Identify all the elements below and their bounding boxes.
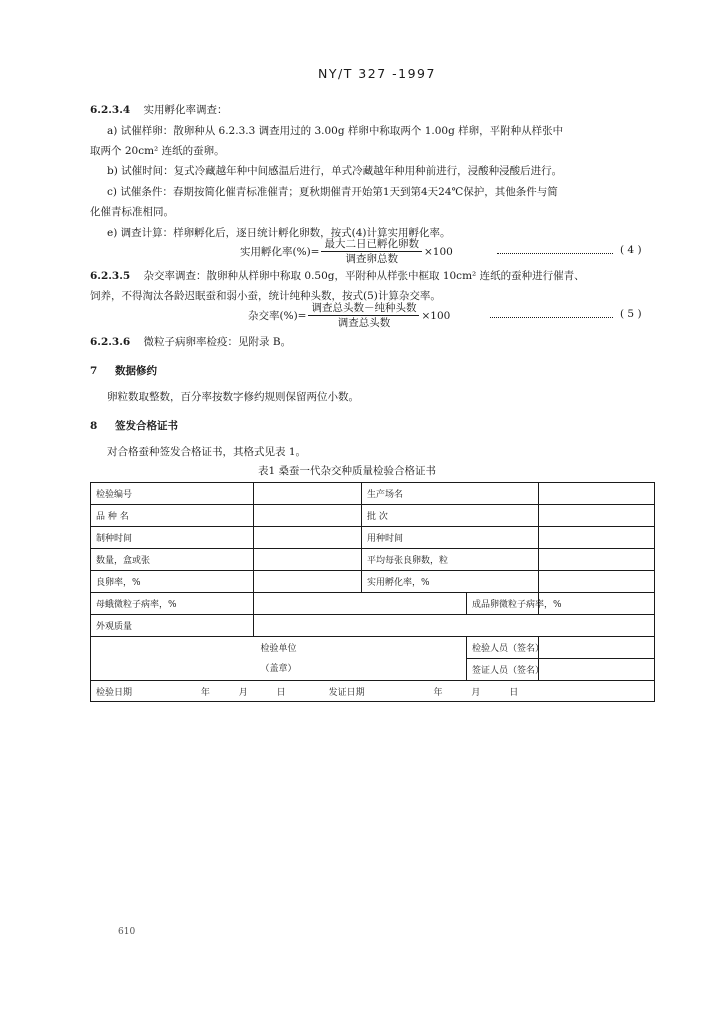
year-label: 年 — [200, 687, 210, 698]
table-row — [91, 681, 655, 702]
eq4-fraction — [321, 238, 422, 265]
item-c-line1: c) 试催条件：春期按简化催青标准催青；夏秋期催青开始第1天到第4天24℃保护，其他条件与简 — [107, 186, 558, 198]
label-cell: 成品卵微粒子病率，% — [467, 593, 539, 615]
section-7-heading — [90, 364, 157, 378]
eq4-leader-dots — [497, 247, 613, 254]
section-8-text: 对合格蚕种签发合格证书，其格式见表 1。 — [107, 446, 307, 458]
table-row — [91, 637, 655, 659]
label-cell: 良卵率，% — [91, 571, 254, 593]
eq5-numerator: 调查总头数－纯种头数 — [308, 302, 419, 316]
section-title: 实用孵化率调查： — [143, 104, 228, 116]
section-6235 — [90, 269, 585, 283]
value-cell — [254, 483, 362, 505]
section-6234 — [90, 103, 228, 117]
value-cell — [539, 549, 655, 571]
seal-label: （盖章） — [260, 663, 297, 674]
item-b: b) 试催时间：复式冷藏越年种中间感温后进行，单式冷藏越年种用种前进行，浸酸种浸酸后进行。 — [107, 165, 563, 177]
equation-5 — [248, 302, 450, 329]
eq5-lhs: 杂交率(%)= — [248, 310, 307, 322]
page-number: 610 — [118, 927, 136, 937]
eq4-denominator: 调查卵总数 — [345, 253, 398, 265]
label-cell: 实用孵化率，% — [362, 571, 539, 593]
section-number: 8 — [90, 420, 98, 432]
eq5-leader-dots — [490, 311, 613, 318]
value-cell — [539, 637, 655, 659]
standard-code-header: NY/T 327 -1997 — [318, 66, 436, 81]
value-cell — [254, 593, 467, 615]
section-number: 6.2.3.6 — [90, 336, 131, 348]
value-cell — [254, 571, 362, 593]
item-a-line1: a) 试催样卵：散卵种从 6.2.3.3 调查用过的 3.00g 样卵中称取两个 1.00g 样卵，平附种从样张中 — [107, 125, 564, 137]
label-cell: 生产场名 — [362, 483, 539, 505]
section-8-heading — [90, 419, 178, 433]
table-caption: 表1 桑蚕一代杂交种质量检验合格证书 — [258, 465, 437, 477]
date-row — [91, 681, 655, 702]
table-row — [91, 527, 655, 549]
day-label: 日 — [509, 687, 519, 698]
section-number: 6.2.3.4 — [90, 104, 131, 116]
label-cell: 检验编号 — [91, 483, 254, 505]
year-label: 年 — [433, 687, 443, 698]
label-cell: 制种时间 — [91, 527, 254, 549]
value-cell — [539, 527, 655, 549]
label-cell: 数量，盒或张 — [91, 549, 254, 571]
certificate-table — [90, 482, 655, 702]
label-cell: 母蛾微粒子病率，% — [91, 593, 254, 615]
table-row — [91, 571, 655, 593]
label-cell: 用种时间 — [362, 527, 539, 549]
eq4-lhs: 实用孵化率(%)= — [240, 246, 320, 258]
value-cell — [254, 615, 655, 637]
eq5-denominator: 调查总头数 — [337, 317, 391, 329]
item-a-line2: 取两个 20cm² 连纸的蚕卵。 — [90, 145, 225, 157]
inspection-unit-cell — [91, 637, 467, 681]
item-e: e) 调查计算：样卵孵化后，逐日统计孵化卵数，按式(4)计算实用孵化率。 — [107, 227, 451, 239]
section-title: 数据修约 — [114, 365, 157, 377]
label-cell: 批 次 — [362, 505, 539, 527]
check-date-label: 检验日期 — [96, 687, 133, 698]
month-label: 月 — [238, 687, 248, 698]
label-cell: 外观质量 — [91, 615, 254, 637]
value-cell — [539, 571, 655, 593]
label-cell: 平均每张良卵数，粒 — [362, 549, 539, 571]
table-row — [91, 483, 655, 505]
section-7-text: 卵粒数取整数，百分率按数字修约规则保留两位小数。 — [107, 391, 359, 403]
eq4-numerator: 最大二日已孵化卵数 — [321, 238, 422, 252]
eq5-multiplier: ×100 — [421, 309, 451, 322]
certifier-label: 签证人员（签名） — [467, 659, 539, 681]
value-cell — [539, 659, 655, 681]
item-c-line2: 化催青标准相同。 — [90, 206, 174, 218]
section-6235-line1: 杂交率调查：散卵种从样卵中称取 0.50g，平附种从样张中框取 10cm² 连纸的蚕种进行催青、 — [143, 270, 585, 282]
value-cell — [254, 505, 362, 527]
month-label: 月 — [471, 687, 481, 698]
eq5-fraction — [308, 302, 419, 329]
inspection-unit-label: 检验单位 — [260, 643, 297, 654]
eq4-number: ( 4 ) — [620, 244, 642, 256]
eq4-multiplier: ×100 — [423, 245, 453, 258]
table-row — [91, 549, 655, 571]
inspector-label: 检验人员（签名） — [467, 637, 539, 659]
value-cell — [539, 505, 655, 527]
value-cell — [254, 527, 362, 549]
table-row — [91, 593, 655, 615]
section-6236-text: 微粒子病卵率检疫：见附录 B。 — [143, 336, 292, 348]
label-cell: 品 种 名 — [91, 505, 254, 527]
table-row — [91, 505, 655, 527]
day-label: 日 — [276, 687, 286, 698]
table-row — [91, 615, 655, 637]
section-6235-line2: 饲养，不得淘汰各龄迟眠蚕和弱小蚕，统计纯种头数，按式(5)计算杂交率。 — [90, 290, 441, 302]
section-number: 6.2.3.5 — [90, 270, 131, 282]
section-title: 签发合格证书 — [114, 420, 178, 432]
issue-date-label: 发证日期 — [328, 687, 365, 698]
value-cell — [539, 483, 655, 505]
value-cell — [254, 549, 362, 571]
section-number: 7 — [90, 365, 98, 377]
section-6236 — [90, 335, 291, 349]
eq5-number: ( 5 ) — [620, 308, 642, 320]
equation-4 — [240, 238, 453, 265]
